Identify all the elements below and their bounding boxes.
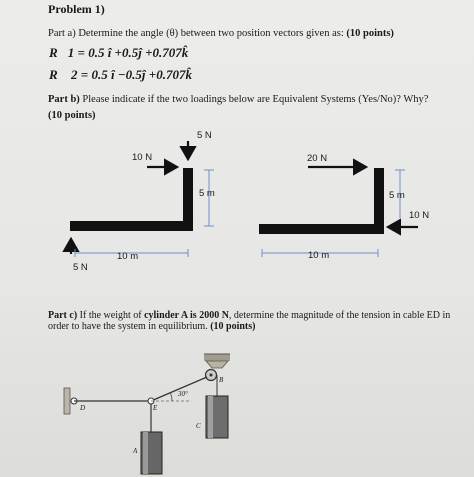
part-a-points: (10 points) xyxy=(346,28,394,39)
left-dim-vertical-label: 5 m xyxy=(199,188,215,199)
left-dim-horizontal-label: 10 m xyxy=(117,251,139,262)
part-a-text: Determine the angle (θ) between two position vectors given as: xyxy=(75,28,347,39)
left-beam-horizontal xyxy=(70,221,193,231)
label-angle: 30° xyxy=(178,390,188,398)
part-b-points: (10 points) xyxy=(48,110,96,121)
part-b-text: Please indicate if the two loadings below are Equivalent Systems (Yes/No)? Why? xyxy=(79,94,429,105)
label-e: E xyxy=(153,404,158,412)
right-beam-horizontal xyxy=(259,224,384,234)
left-force-horizontal-label: 10 N xyxy=(132,152,153,163)
right-force-horizontal-label: 20 N xyxy=(307,153,328,164)
vector-r1: R⃗1 = 0.5 î +0.5ĵ +0.707k̂ xyxy=(49,45,189,60)
ceiling-support xyxy=(204,354,230,361)
vector-r2: R⃗ 2 = 0.5 î −0.5ĵ +0.707k̂ xyxy=(49,67,192,82)
label-c: C xyxy=(196,422,201,430)
right-beam-vertical xyxy=(374,168,384,234)
part-c-points: (10 points) xyxy=(210,321,256,332)
part-b-prefix: Part b) xyxy=(48,94,80,105)
label-d: D xyxy=(80,404,86,412)
right-force-right-label: 10 N xyxy=(409,210,430,221)
right-loading-figure xyxy=(259,167,418,257)
right-dim-horizontal-label: 10 m xyxy=(308,250,330,261)
label-b: B xyxy=(219,376,224,384)
part-c-question: Part c) If the weight of cylinder A is 2000 N, determine the magnitude of the tension in cable ED in order to have the system in equilibrium. (10 points) xyxy=(48,310,451,332)
left-force-top-label: 5 N xyxy=(197,130,212,141)
part-c-cylinder: cylinder A is 2000 N xyxy=(144,310,229,321)
left-force-bottom-label: 5 N xyxy=(73,262,88,273)
left-beam-vertical xyxy=(183,168,193,231)
left-wall xyxy=(64,388,70,414)
part-c-figure xyxy=(64,354,230,474)
part-c-prefix: Part c) xyxy=(48,310,78,321)
problem-title: Problem 1) xyxy=(48,2,105,16)
part-a-prefix: Part a) xyxy=(48,28,76,39)
right-dim-vertical-label: 5 m xyxy=(389,190,405,201)
label-a: A xyxy=(133,447,138,455)
